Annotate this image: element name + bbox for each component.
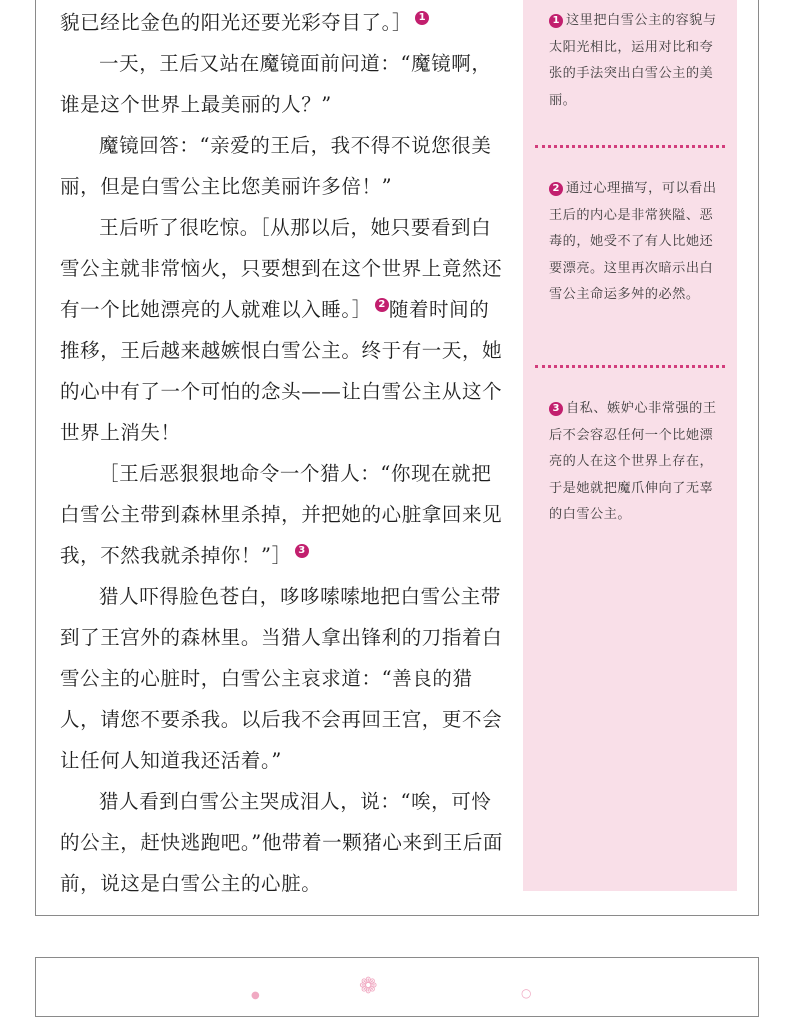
note-marker-1: 1 <box>549 14 563 28</box>
annotation-text: 自私、嫉妒心非常强的王后不会容忍任何一个比她漂亮的人在这个世界上存在，于是她就把魔爪伸向了无辜的白雪公主。 <box>549 401 717 522</box>
paragraph-text: 貌已经比金色的阳光还要光彩夺目了。］ <box>60 11 413 34</box>
paragraph-6: 猎人吓得脸色苍白，哆哆嗦嗦地把白雪公主带到了王宫外的森林里。当猎人拿出锋利的刀指着白雪公主的心脏时，白雪公主哀求道：“善良的猎人，请您不要杀我。以后我不会再回王宫，更不会让任何人知道我还活着。” <box>60 585 503 772</box>
note-marker-3: 3 <box>549 402 563 416</box>
annotation-text: 通过心理描写，可以看出王后的内心是非常狭隘、恶毒的，她受不了有人比她还要漂亮。这里再次暗示出白雪公主命运多舛的必然。 <box>549 181 717 302</box>
paragraph-text: 王后听了很吃惊。［从那以后，她只要看到白雪公主就非常恼火，只要想到在这个世界上竟然还有一个比她漂亮的人就难以入睡。］ <box>60 216 503 321</box>
paragraph-4 <box>60 207 505 453</box>
paragraph-text: 随着时间的推移，王后越来越嫉恨白雪公主。终于有一天，她的心中有了一个可怕的念头——让白雪公主从这个世界上消失！ <box>60 298 503 444</box>
note-marker-1: 1 <box>415 11 429 25</box>
flower-icon: ❁ <box>359 974 378 999</box>
dotted-divider <box>535 145 725 148</box>
annotation-2 <box>549 176 723 309</box>
dot-icon: ● <box>251 990 260 1001</box>
paragraph-5 <box>60 453 505 576</box>
annotation-sidebar <box>523 0 737 891</box>
annotation-1 <box>549 8 723 114</box>
annotation-text: 这里把白雪公主的容貌与太阳光相比，运用对比和夸张的手法突出白雪公主的美丽。 <box>549 13 717 108</box>
paragraph-2: 一天，王后又站在魔镜面前问道：“魔镜啊，谁是这个世界上最美丽的人？” <box>60 52 492 116</box>
paragraph-7: 猎人看到白雪公主哭成泪人，说：“唉，可怜的公主，赶快逃跑吧。”他带着一颗猪心来到王后面前，说这是白雪公主的心脏。 <box>60 790 504 895</box>
note-marker-2: 2 <box>375 298 389 312</box>
paragraph-3: 魔镜回答：“亲爱的王后，我不得不说您很美丽，但是白雪公主比您美丽许多倍！” <box>60 134 492 198</box>
dot-icon: ○ <box>521 986 532 1000</box>
note-marker-2: 2 <box>549 182 563 196</box>
note-marker-3: 3 <box>295 544 309 558</box>
dotted-divider <box>535 365 725 368</box>
next-page-frame <box>35 957 759 1017</box>
paragraph-1 <box>60 2 505 43</box>
annotation-3 <box>549 396 723 529</box>
paragraph-text: ［王后恶狠狠地命令一个猎人：“你现在就把白雪公主带到森林里杀掉，并把她的心脏拿回来见我，不然我就杀掉你！”］ <box>60 462 503 567</box>
story-text <box>60 2 505 904</box>
